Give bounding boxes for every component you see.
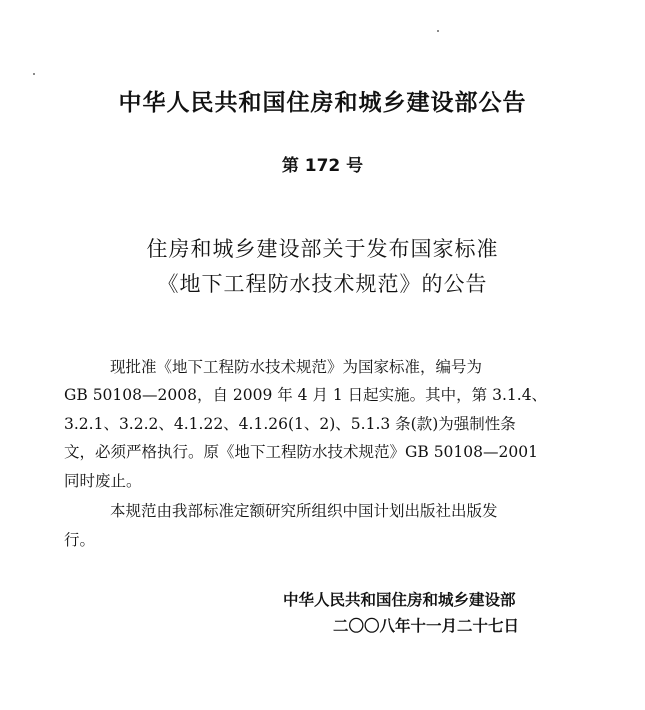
paragraph-1-line-1: 现批准《地下工程防水技术规范》为国家标准，编号为 [110, 358, 483, 376]
scan-speck [33, 73, 35, 75]
document-title: 中华人民共和国住房和城乡建设部公告 [118, 90, 527, 116]
paragraph-1-line-3: 3.2.1、3.2.2、4.1.22、4.1.26(1、2)、5.1.3 条(款)为强制性条 [64, 415, 516, 433]
subtitle-line-1: 住房和城乡建设部关于发布国家标准 [146, 237, 499, 261]
subtitle-line-2: 《地下工程防水技术规范》的公告 [157, 272, 488, 296]
scan-speck [437, 30, 439, 32]
paragraph-2-line-2: 行。 [64, 531, 96, 549]
announcement-number: 第 172 号 [281, 156, 364, 176]
paragraph-1-line-4: 文，必须严格执行。原《地下工程防水技术规范》GB 50108—2001 [64, 443, 538, 461]
paragraph-2-line-1: 本规范由我部标准定额研究所组织中国计划出版社出版发 [110, 502, 498, 520]
signature-date: 二〇〇八年十一月二十七日 [333, 617, 520, 635]
paragraph-1-line-5: 同时废止。 [64, 472, 142, 490]
paragraph-1-line-2: GB 50108—2008，自 2009 年 4 月 1 日起实施。其中，第 3.1.4、 [64, 386, 548, 404]
signature-organization: 中华人民共和国住房和城乡建设部 [283, 591, 516, 609]
